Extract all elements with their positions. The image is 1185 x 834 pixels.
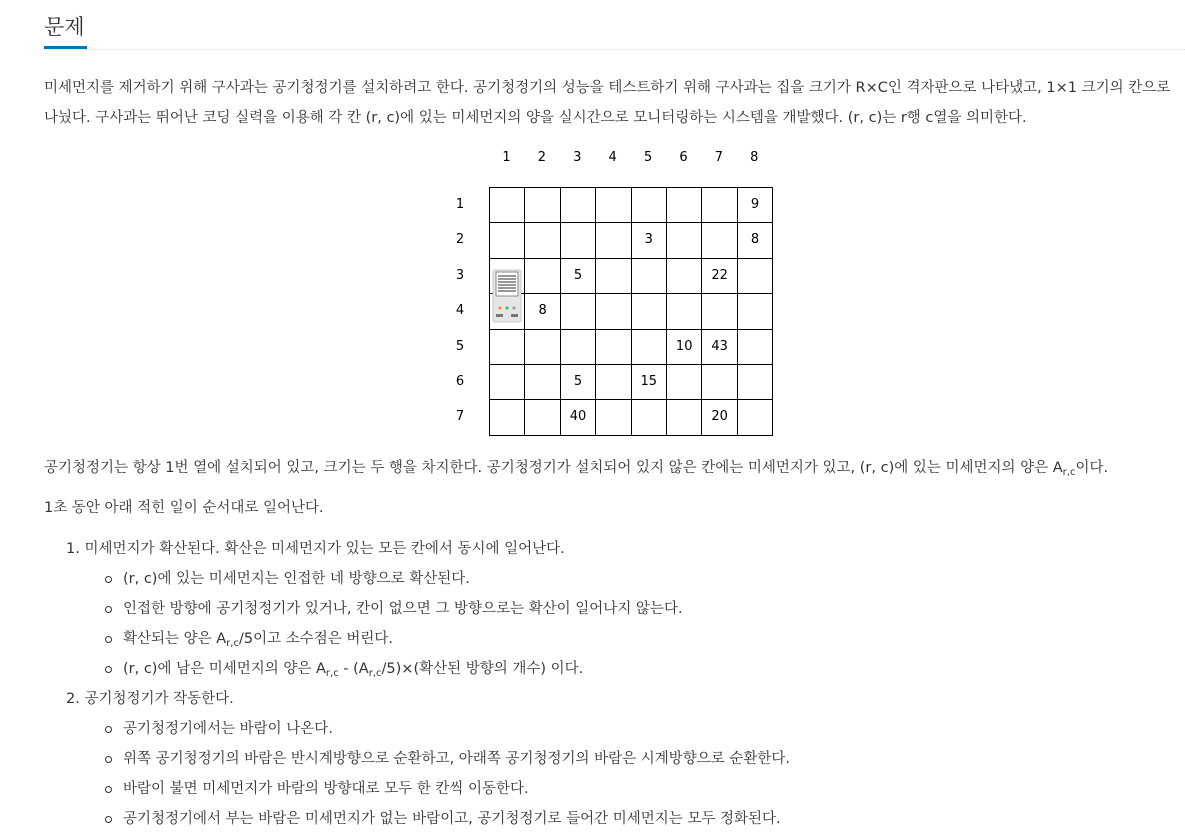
intro-paragraph: 미세먼지를 제거하기 위해 구사과는 공기청정기를 설치하려고 한다. 공기청정기의 성능을 테스트하기 위해 구사과는 집을 크기가 R×C인 격자판으로 나타냈고, 1×1 크기의 칸으로 나눴다. 구사과는 뛰어난 코딩 실력을 이용해 각 칸 (r, c)에 있는 미세먼지의 양을 실시간으로 모니터링하는 시스템을 개발했다. (r, c)는 r행 c열을 의미한다. — [44, 80, 1171, 126]
grid-cell — [525, 400, 560, 435]
grid-cell: 40 — [561, 400, 596, 435]
sequence-paragraph: 1초 동안 아래 적힌 일이 순서대로 일어난다. — [44, 500, 324, 516]
bullet-icon — [105, 576, 112, 583]
grid-cell: 9 — [738, 188, 773, 223]
column-header: 7 — [714, 150, 724, 165]
column-header: 2 — [537, 150, 547, 165]
grid-cell — [490, 400, 525, 435]
dust-grid — [489, 187, 773, 436]
grid-cell — [667, 259, 702, 294]
grid-cell — [596, 400, 631, 435]
grid-cell: 8 — [738, 223, 773, 258]
grid-cell: 3 — [632, 223, 667, 258]
grid-cell — [667, 400, 702, 435]
grid-cell — [525, 223, 560, 258]
grid-cell: 43 — [702, 330, 737, 365]
grid-cell — [667, 294, 702, 329]
grid-cell — [702, 188, 737, 223]
grid-cell — [525, 365, 560, 400]
step-1-sub-2: 인접한 방향에 공기청정기가 있거나, 칸이 없으면 그 방향으로는 확산이 일어나지 않는다. — [123, 601, 683, 617]
grid-cell — [490, 365, 525, 400]
grid-cell — [702, 294, 737, 329]
column-header: 1 — [502, 150, 511, 165]
step-1-sub-4: (r, c)에 남은 미세먼지의 양은 $A_{r,c} - (A_{r,c}/5)\times$(확산된 방향의 개수) 이다. — [123, 661, 584, 679]
grid-cell — [738, 400, 773, 435]
bullet-icon — [105, 666, 112, 673]
grid-cell — [632, 294, 667, 329]
step-1-sub-1: (r, c)에 있는 미세먼지는 인접한 네 방향으로 확산된다. — [123, 571, 470, 587]
grid-cell — [596, 294, 631, 329]
bullet-icon — [105, 726, 112, 733]
step-2-sub-3: 바람이 불면 미세먼지가 바람의 방향대로 모두 한 칸씩 이동한다. — [123, 781, 529, 797]
grid-cell — [667, 223, 702, 258]
row-header: 7 — [455, 409, 465, 425]
installation-paragraph: 공기청정기는 항상 1번 열에 설치되어 있고, 크기는 두 행을 차지한다. 공기청정기가 설치되어 있지 않은 칸에는 미세먼지가 있고, (r, c)에 있는 미세먼지의 양은 $A_{r,c}$이다. — [44, 460, 1109, 478]
grid-cell: 8 — [525, 294, 560, 329]
column-header: 3 — [573, 150, 582, 165]
bullet-icon — [105, 786, 112, 793]
grid-cell: 10 — [667, 330, 702, 365]
grid-cell — [525, 259, 560, 294]
grid-cell — [596, 223, 631, 258]
grid-cell — [490, 188, 525, 223]
section-header — [44, 10, 1185, 50]
row-header: 4 — [455, 303, 465, 319]
grid-cell — [738, 259, 773, 294]
grid-cell — [490, 330, 525, 365]
row-header: 1 — [455, 197, 465, 212]
grid-cell — [561, 223, 596, 258]
step-2: 2. 공기청정기가 작동한다. — [66, 691, 234, 707]
grid-cell — [561, 294, 596, 329]
bullet-icon — [105, 816, 112, 823]
step-2-sub-2: 위쪽 공기청정기의 바람은 반시계방향으로 순환하고, 아래쪽 공기청정기의 바람은 시계방향으로 순환한다. — [123, 751, 791, 767]
step-2-sub-1: 공기청정기에서는 바람이 나온다. — [123, 721, 333, 737]
grid-cell: 5 — [561, 259, 596, 294]
grid-cell — [738, 294, 773, 329]
column-header: 4 — [608, 150, 617, 165]
row-header: 6 — [455, 374, 465, 389]
column-header: 6 — [679, 150, 688, 165]
grid-cell: 22 — [702, 259, 737, 294]
column-header: 5 — [643, 150, 653, 165]
grid-cell: 15 — [632, 365, 667, 400]
row-header: 5 — [455, 338, 465, 354]
grid-cell — [667, 365, 702, 400]
grid-cell — [738, 365, 773, 400]
grid-cell: 20 — [702, 400, 737, 435]
bullet-icon — [105, 636, 112, 643]
grid-cell — [632, 400, 667, 435]
grid-cell — [561, 330, 596, 365]
grid-cell: 5 — [561, 365, 596, 400]
grid-cell — [596, 259, 631, 294]
grid-cell — [525, 188, 560, 223]
step-1: 1. 미세먼지가 확산된다. 확산은 미세먼지가 있는 모든 칸에서 동시에 일어난다. — [66, 541, 565, 557]
grid-cell — [702, 223, 737, 258]
grid-cell — [561, 188, 596, 223]
grid-cell — [632, 330, 667, 365]
grid-cell — [596, 188, 631, 223]
grid-cell — [596, 330, 631, 365]
grid-figure — [440, 140, 785, 440]
grid-cell — [632, 259, 667, 294]
bullet-icon — [105, 606, 112, 613]
grid-cell — [667, 188, 702, 223]
grid-cell — [525, 330, 560, 365]
grid-cell — [738, 330, 773, 365]
bullet-icon — [105, 756, 112, 763]
step-2-sub-4: 공기청정기에서 부는 바람은 미세먼지가 없는 바람이고, 공기청정기로 들어간 미세먼지는 모두 정화된다. — [123, 811, 781, 827]
column-header: 8 — [750, 150, 759, 165]
step-1-sub-3: 확산되는 양은 $A_{r,c}/5$이고 소수점은 버린다. — [123, 631, 393, 649]
grid-cell — [596, 365, 631, 400]
air-purifier-icon — [492, 269, 522, 323]
grid-cell — [632, 188, 667, 223]
row-header: 3 — [455, 267, 465, 283]
section-title: 문제 — [44, 10, 87, 49]
grid-cell — [702, 365, 737, 400]
row-header: 2 — [455, 232, 465, 248]
grid-cell — [490, 223, 525, 258]
